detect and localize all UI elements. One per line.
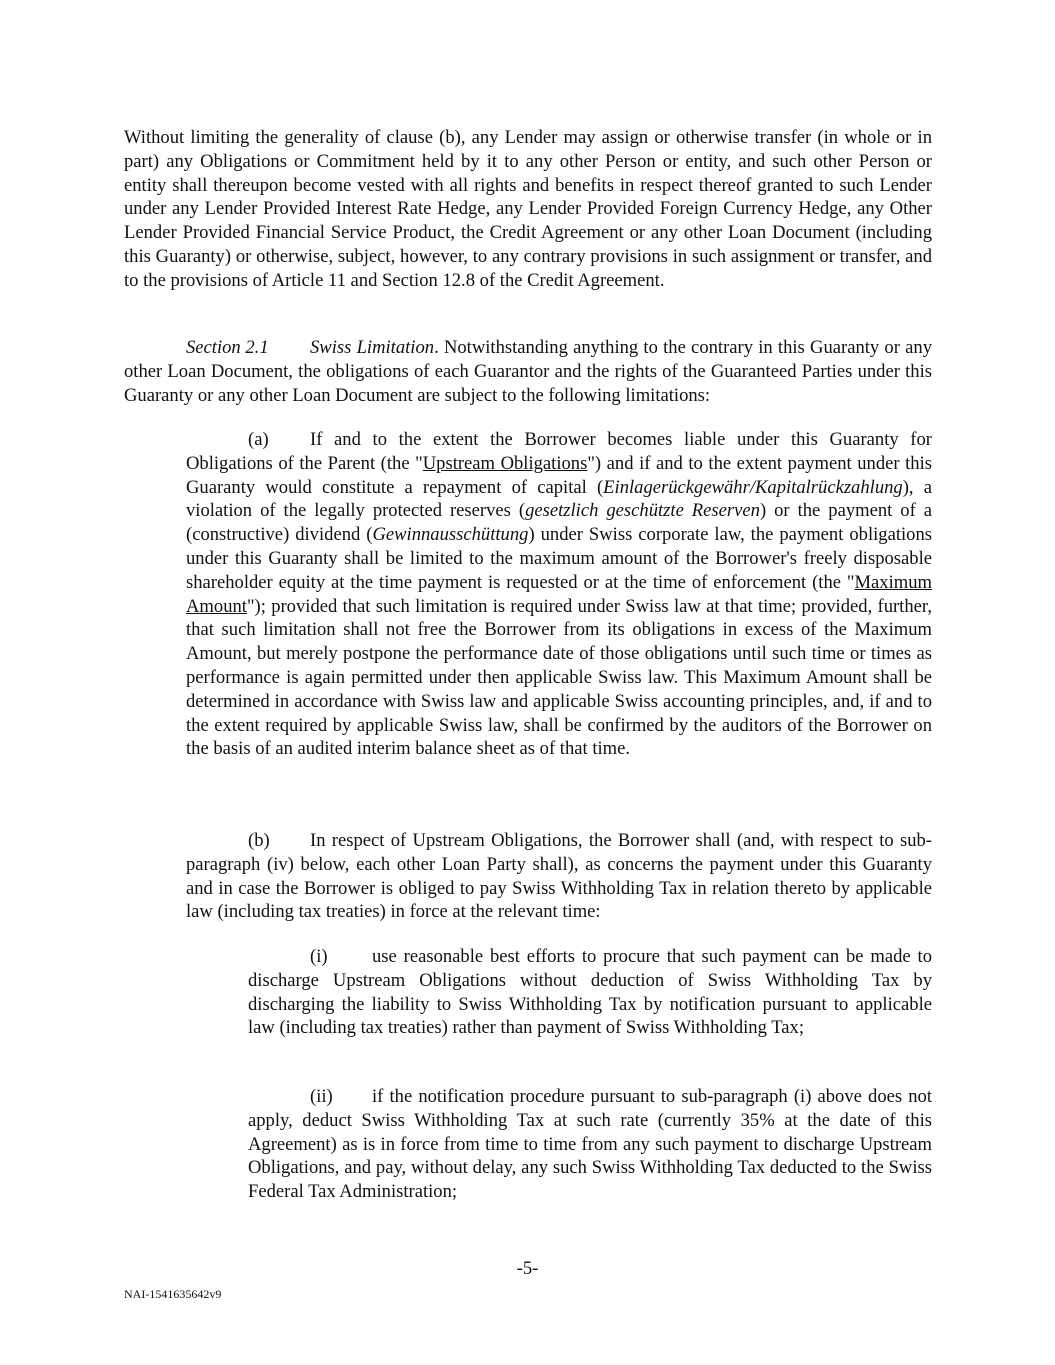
document-id: NAI-1541635642v9: [124, 1287, 222, 1301]
paragraph-a: (a) If and to the extent the Borrower becomes liable under this Guaranty for Obligations of the Parent (the "Upstream Obligations") and if and to the extent payment under this Guaranty would constitute a repayment of capital (Einlagerückgewähr/Kapitalrückzahlung), a violation of the legally protected reserves (gesetzlich geschützte Reserven) or the payment of a (constructive) dividend (Gewinnausschüttung) under Swiss corporate law, the payment obligations under this Guaranty shall be limited to the maximum amount of the Borrower's freely disposable shareholder equity at the time payment is requested or at the time of enforcement (the "Maximum Amount"); provided that such limitation is required under Swiss law at that time; provided, further, that such limitation shall not free the Borrower from its obligations in excess of the Maximum Amount, but merely postpone the performance date of those obligations until such time or times as performance is again permitted under then applicable Swiss law. This Maximum Amount shall be determined in accordance with Swiss law and applicable Swiss accounting principles, and, if and to the extent required by applicable Swiss law, shall be confirmed by the auditors of the Borrower on the basis of an audited interim balance sheet as of that time.: [186, 429, 932, 760]
paragraph-i-text: use reasonable best efforts to procure that such payment can be made to discharge Upstream Obligations without deduction of Swiss Withholding Tax by discharging the liability to Swiss Withholding Tax by notification pursuant to applicable law (including tax treaties) rather than payment of Swiss Withholding Tax;: [248, 946, 932, 1039]
section-title-suffix: .: [434, 337, 439, 358]
section-2-1-paragraph: [124, 336, 932, 407]
german-term-dividend: Gewinnausschüttung: [372, 524, 529, 546]
paragraph-i: [248, 945, 932, 1040]
paragraph-b-text: In respect of Upstream Obligations, the Borrower shall (and, with respect to sub-paragraph (iv) below, each other Loan Party shall), as concerns the payment under this Guaranty and in case the Borrower is obliged to pay Swiss Withholding Tax in relation thereto by applicable law (including tax treaties) in force at the relevant time:: [186, 830, 932, 923]
section-title: Swiss Limitation: [310, 337, 435, 358]
paragraph-ii-label: (ii): [310, 1086, 333, 1107]
paragraph-ii: [248, 1085, 932, 1204]
paragraph-b-label: (b): [248, 830, 270, 851]
german-term-capital-repayment: Einlagerückgewähr/Kapitalrückzahlung: [603, 476, 903, 498]
page-number: -5-: [516, 1258, 539, 1279]
defined-term-maximum-amount: Maximum Amount: [186, 571, 932, 617]
paragraph-b: [186, 829, 932, 924]
defined-term-upstream-obligations: Upstream Obligations: [422, 452, 588, 474]
section-number: Section 2.1: [186, 337, 269, 358]
german-term-protected-reserves: gesetzlich geschützte Reserven: [525, 500, 760, 522]
section-text: Notwithstanding anything to the contrary in this Guaranty or any other Loan Document, the obligations of each Guarantor and the rights of the Guaranteed Parties under this Guaranty or any other Loan Document are subject to the following limitations:: [124, 337, 932, 406]
paragraph-i-label: (i): [310, 946, 328, 967]
paragraph-a-label: (a): [248, 429, 269, 450]
paragraph-ii-text: if the notification procedure pursuant to sub-paragraph (i) above does not apply, deduct Swiss Withholding Tax at such rate (currently 35% at the date of this Agreement) as is in force from time to time from any such payment to discharge Upstream Obligations, and pay, without delay, any such Swiss Withholding Tax deducted to the Swiss Federal Tax Administration;: [248, 1086, 932, 1203]
intro-paragraph: Without limiting the generality of clause (b), any Lender may assign or otherwise transfer (in whole or in part) any Obligations or Commitment held by it to any other Person or entity, and such other Person or entity shall thereupon become vested with all rights and benefits in respect thereof granted to such Lender under any Lender Provided Interest Rate Hedge, any Lender Provided Foreign Currency Hedge, any Other Lender Provided Financial Service Product, the Credit Agreement or any other Loan Document (including this Guaranty) or otherwise, subject, however, to any contrary provisions in such assignment or transfer, and to the provisions of Article 11 and Section 12.8 of the Credit Agreement.: [124, 127, 932, 291]
